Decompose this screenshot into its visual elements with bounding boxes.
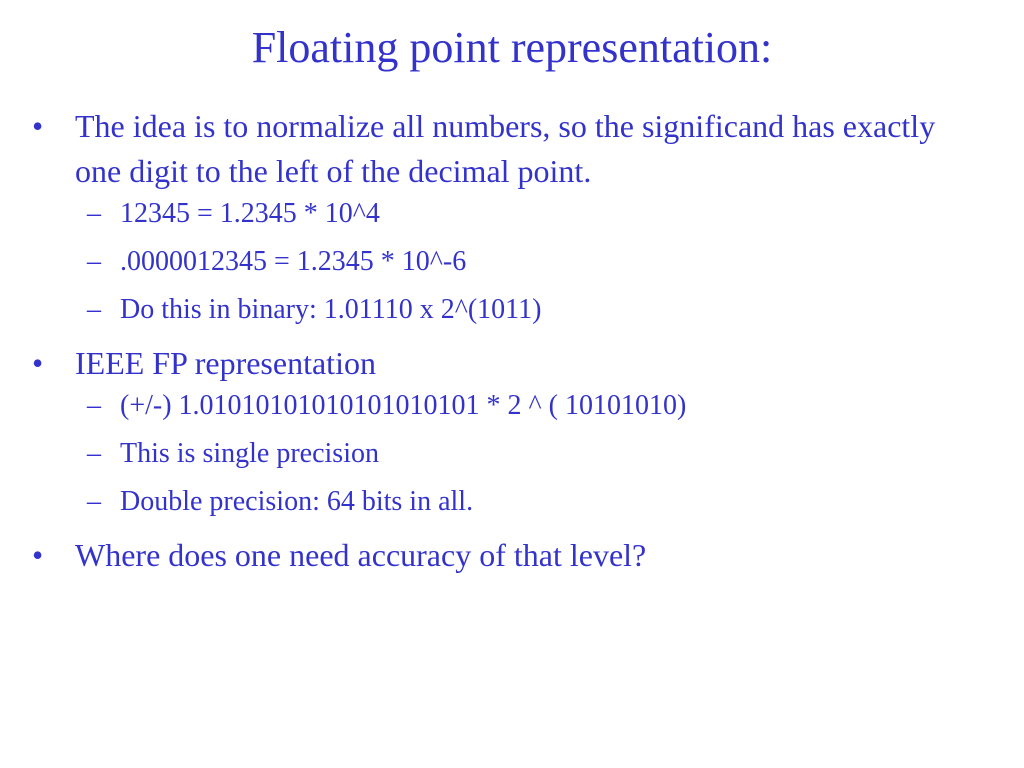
bullet-item (28, 533, 988, 578)
sub-item (75, 437, 988, 471)
bullet-text: IEEE FP representation (75, 345, 376, 381)
sub-marker: – (87, 486, 101, 517)
sub-item-text: This is single precision (120, 438, 379, 469)
bullet-text: Where does one need accuracy of that level? (75, 537, 647, 573)
sub-item (75, 389, 988, 423)
slide-title: Floating point representation: (251, 23, 773, 72)
bullet-text: The idea is to normalize all numbers, so the significand has exactly one digit to the left of the decimal point. (75, 108, 936, 189)
sub-marker: – (87, 294, 101, 325)
sub-list (75, 197, 988, 327)
sub-item-text: (+/-) 1.01010101010101010101 * 2 ^ ( 10101010) (120, 390, 687, 421)
sub-item-text: Double precision: 64 bits in all. (120, 486, 474, 517)
sub-marker: – (87, 246, 101, 277)
bullet-marker: • (32, 345, 44, 381)
bullet-item (28, 104, 988, 327)
sub-item-text: .0000012345 = 1.2345 * 10^-6 (120, 246, 467, 277)
sub-item (75, 197, 988, 231)
bullet-marker: • (32, 108, 44, 144)
sub-item-text: 12345 = 1.2345 * 10^4 (120, 198, 380, 229)
sub-marker: – (87, 438, 101, 469)
sub-item-text: Do this in binary: 1.01110 x 2^(1011) (120, 294, 542, 325)
sub-item (75, 485, 988, 519)
bullet-item (28, 341, 988, 519)
sub-item (75, 245, 988, 279)
bullet-marker: • (32, 537, 44, 573)
sub-item (75, 293, 988, 327)
sub-marker: – (87, 198, 101, 229)
sub-marker: – (87, 390, 101, 421)
sub-list (75, 389, 988, 519)
bullet-list (28, 104, 988, 582)
